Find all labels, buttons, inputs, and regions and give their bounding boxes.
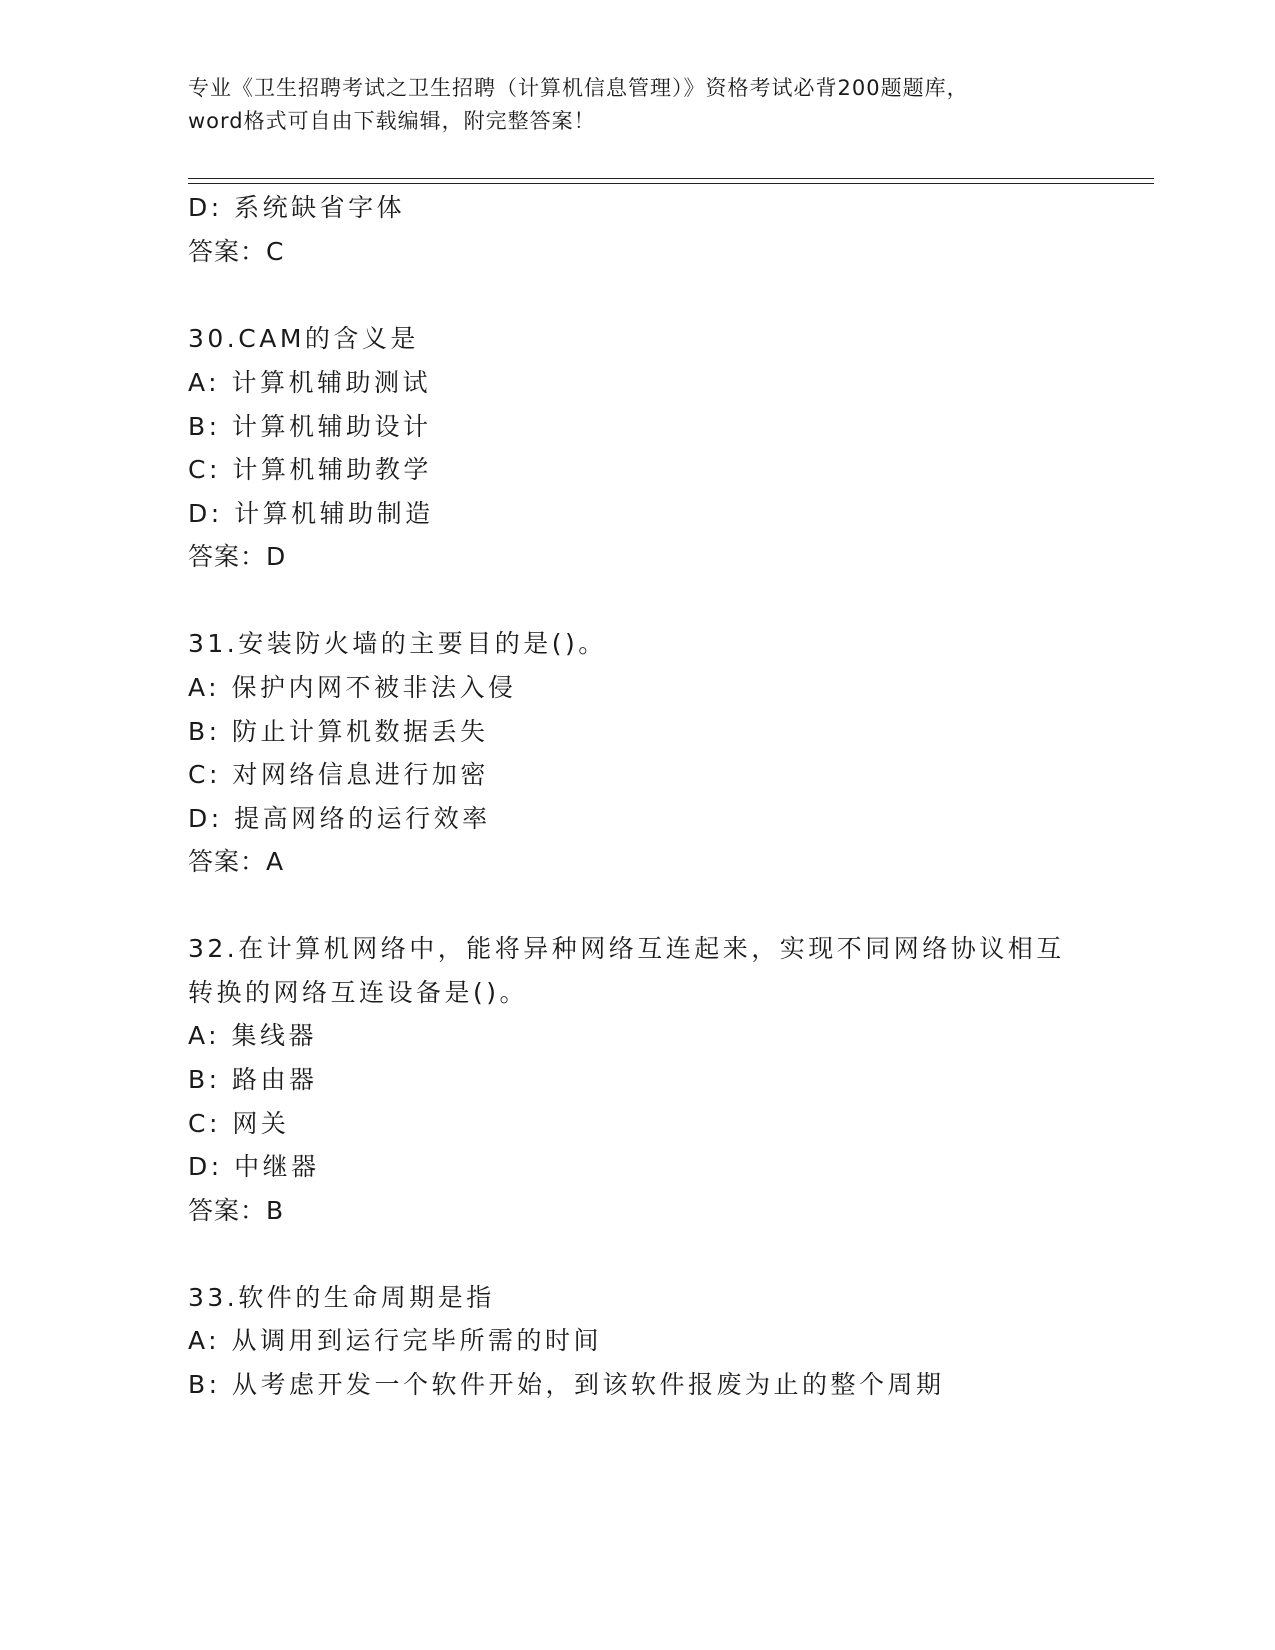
q32-option-c: C: 网关: [188, 1109, 290, 1138]
header-line-1: 专业《卫生招聘考试之卫生招聘（计算机信息管理）》资格考试必背200题题库，: [188, 76, 969, 100]
q33-option-b: B: 从考虑开发一个软件开始，到该软件报废为止的整个周期: [188, 1370, 945, 1399]
q31-option-d: D: 提高网络的运行效率: [188, 804, 491, 833]
header-divider-bottom: [188, 183, 1154, 184]
q30-option-d: D: 计算机辅助制造: [188, 499, 434, 528]
q31-option-a: A: 保护内网不被非法入侵: [188, 673, 517, 702]
q32-option-a: A: 集线器: [188, 1021, 318, 1050]
q31-answer: 答案：A: [188, 847, 285, 876]
q30-option-c: C: 计算机辅助教学: [188, 455, 432, 484]
q30-option-a: A: 计算机辅助测试: [188, 368, 432, 397]
q32-question-line-1: 32.在计算机网络中，能将异种网络互连起来，实现不同网络协议相互: [188, 934, 1065, 963]
q30-question: 30.CAM的含义是: [188, 324, 419, 353]
q32-answer: 答案：B: [188, 1196, 285, 1225]
q32-question-line-2: 转换的网络互连设备是()。: [188, 978, 529, 1007]
document-header: [188, 72, 1088, 138]
q33-question: 33.软件的生命周期是指: [188, 1283, 495, 1312]
header-line-2: word格式可自由下载编辑，附完整答案！: [188, 109, 596, 133]
q31-option-b: B: 防止计算机数据丢失: [188, 717, 489, 746]
q30-option-b: B: 计算机辅助设计: [188, 412, 432, 441]
q32-option-b: B: 路由器: [188, 1065, 318, 1094]
header-divider-top: [188, 178, 1154, 179]
q31-option-c: C: 对网络信息进行加密: [188, 760, 489, 789]
q31-question: 31.安装防火墙的主要目的是()。: [188, 629, 607, 658]
q30-answer: 答案：D: [188, 542, 287, 571]
prev-answer: 答案：C: [188, 237, 285, 266]
q33-option-a: A: 从调用到运行完毕所需的时间: [188, 1326, 603, 1355]
q32-option-d: D: 中继器: [188, 1152, 320, 1181]
prev-option-d: D: 系统缺省字体: [188, 193, 406, 222]
